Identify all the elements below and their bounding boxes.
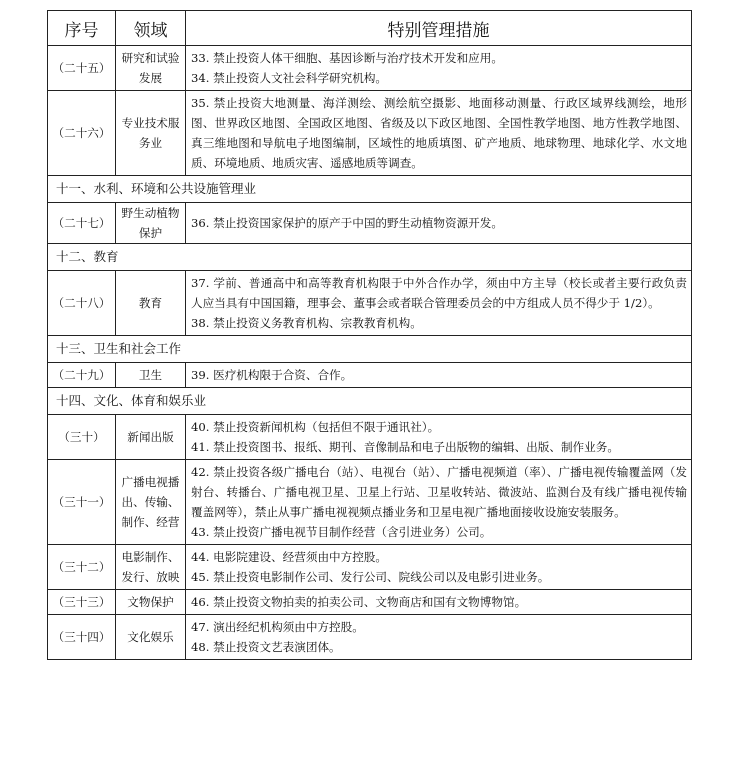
measure-text: 38. 禁止投资义务教育机构、宗教教育机构。 [191, 316, 422, 330]
measure-text: 48. 禁止投资文艺表演团体。 [191, 640, 341, 654]
measure-text: 45. 禁止投资电影制作公司、发行公司、院线公司以及电影引进业务。 [191, 570, 550, 584]
item-measures [186, 545, 692, 590]
measure-text: 37. 学前、普通高中和高等教育机构限于中外合作办学，须由中方主导（校长或者主要行政负责人应当具有中国国籍，理事会、董事会或者联合管理委员会的中方组成人员不得少于 1/2）。 [191, 276, 687, 310]
item-field: 教育 [116, 271, 186, 336]
measure-text: 46. 禁止投资文物拍卖的拍卖公司、文物商店和国有文物博物馆。 [191, 595, 527, 609]
header-special-measures: 特别管理措施 [186, 11, 692, 46]
table-row [48, 615, 692, 660]
table-row [48, 91, 692, 176]
item-measures [186, 46, 692, 91]
item-measures [186, 91, 692, 176]
item-serial-number: （二十八） [48, 271, 116, 336]
negative-list-sheet [47, 10, 691, 660]
item-serial-number: （二十七） [48, 203, 116, 244]
table-row [48, 460, 692, 545]
table-row [48, 415, 692, 460]
table-row [48, 271, 692, 336]
item-field: 文物保护 [116, 590, 186, 615]
item-field: 新闻出版 [116, 415, 186, 460]
item-field: 专业技术服务业 [116, 91, 186, 176]
item-measures [186, 203, 692, 244]
section-title: 十三、卫生和社会工作 [48, 336, 692, 363]
table-row [48, 363, 692, 388]
header-field: 领域 [116, 11, 186, 46]
special-measures-table [47, 10, 692, 660]
item-serial-number: （三十二） [48, 545, 116, 590]
measure-text: 33. 禁止投资人体干细胞、基因诊断与治疗技术开发和应用。 [191, 51, 503, 65]
item-field: 广播电视播出、传输、制作、经营 [116, 460, 186, 545]
measure-text: 47. 演出经纪机构须由中方控股。 [191, 620, 364, 634]
item-measures [186, 363, 692, 388]
item-serial-number: （三十） [48, 415, 116, 460]
item-measures [186, 590, 692, 615]
item-serial-number: （二十九） [48, 363, 116, 388]
measure-text: 39. 医疗机构限于合资、合作。 [191, 368, 353, 382]
item-field: 研究和试验发展 [116, 46, 186, 91]
measure-text: 44. 电影院建设、经营须由中方控股。 [191, 550, 388, 564]
measure-text: 42. 禁止投资各级广播电台（站）、电视台（站）、广播电视频道（率）、广播电视传输覆盖网（发射台、转播台、广播电视卫星、卫星上行站、卫星收转站、微波站、监测台及有线广播电视传输覆盖网等），禁止从事广播电视视频点播业务和卫星电视广播地面接收设施安装服务。 [191, 465, 687, 519]
item-measures [186, 460, 692, 545]
measure-text: 34. 禁止投资人文社会科学研究机构。 [191, 71, 388, 85]
section-row [48, 176, 692, 203]
item-measures [186, 615, 692, 660]
section-title: 十四、文化、体育和娱乐业 [48, 388, 692, 415]
section-row [48, 244, 692, 271]
item-measures [186, 415, 692, 460]
item-field: 电影制作、发行、放映 [116, 545, 186, 590]
table-row [48, 590, 692, 615]
item-serial-number: （三十一） [48, 460, 116, 545]
measure-text: 43. 禁止投资广播电视节目制作经营（含引进业务）公司。 [191, 525, 492, 539]
table-row [48, 203, 692, 244]
table-row [48, 46, 692, 91]
item-field: 卫生 [116, 363, 186, 388]
item-field: 文化娱乐 [116, 615, 186, 660]
measure-text: 35. 禁止投资大地测量、海洋测绘、测绘航空摄影、地面移动测量、行政区域界线测绘，地形图、世界政区地图、全国政区地图、省级及以下政区地图、全国性教学地图、地方性教学地图、真三维地图和导航电子地图编制，区域性的地质填图、矿产地质、地球物理、地球化学、水文地质、环境地质、地质灾害、遥感地质等调查。 [191, 96, 687, 170]
table-body [48, 46, 692, 660]
table-row [48, 545, 692, 590]
table-header-row [48, 11, 692, 46]
measure-text: 36. 禁止投资国家保护的原产于中国的野生动植物资源开发。 [191, 216, 503, 230]
measure-text: 40. 禁止投资新闻机构（包括但不限于通讯社）。 [191, 420, 440, 434]
header-serial-number: 序号 [48, 11, 116, 46]
item-serial-number: （三十三） [48, 590, 116, 615]
section-row [48, 336, 692, 363]
item-serial-number: （三十四） [48, 615, 116, 660]
item-serial-number: （二十六） [48, 91, 116, 176]
item-serial-number: （二十五） [48, 46, 116, 91]
measure-text: 41. 禁止投资图书、报纸、期刊、音像制品和电子出版物的编辑、出版、制作业务。 [191, 440, 619, 454]
section-title: 十一、水利、环境和公共设施管理业 [48, 176, 692, 203]
section-title: 十二、教育 [48, 244, 692, 271]
item-measures [186, 271, 692, 336]
section-row [48, 388, 692, 415]
item-field: 野生动植物保护 [116, 203, 186, 244]
